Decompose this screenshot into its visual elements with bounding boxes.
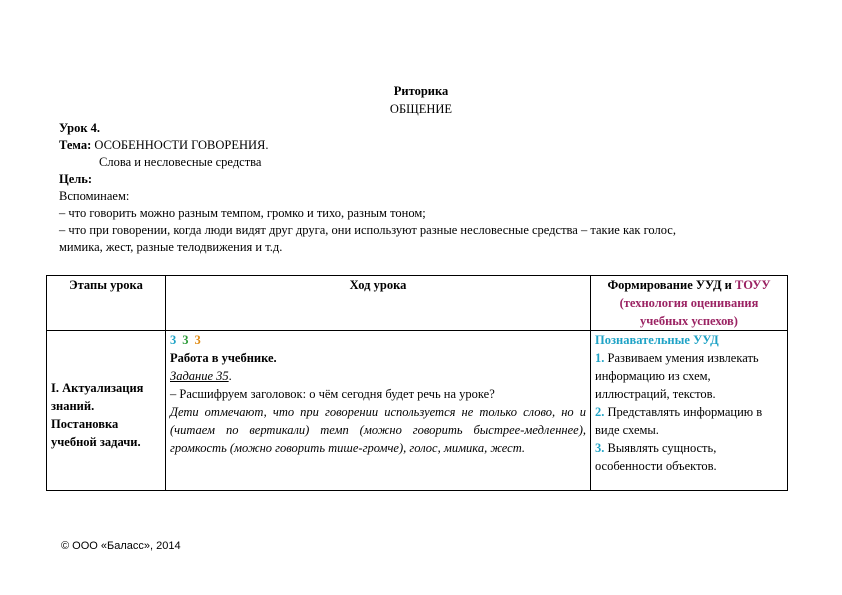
header-uud (591, 276, 788, 331)
document-subject: Риторика (393, 84, 449, 98)
uud-item (595, 403, 783, 439)
header-uud-part1: Формирование УУД и (607, 278, 736, 292)
uud-item-text: Представлять информацию в виде схемы. (595, 405, 763, 437)
uud-item (595, 439, 783, 475)
stage-cell (47, 331, 166, 491)
work-title: Работа в учебнике. (170, 351, 277, 365)
uud-item-number: 1. (595, 351, 605, 365)
level-number-2: 3 (182, 333, 189, 347)
lesson-intro (59, 120, 759, 256)
copyright-footer: © ООО «Баласс», 2014 (61, 540, 181, 552)
uud-item (595, 349, 783, 403)
uud-title: Познавательные УУД (595, 333, 719, 347)
uud-cell (591, 331, 788, 491)
document-topic: ОБЩЕНИЕ (389, 102, 453, 116)
level-number-1: 3 (170, 333, 177, 347)
table-row (47, 331, 788, 491)
header-course: Ход урока (166, 276, 591, 331)
kids-answer-text: Дети отмечают, что при говорении используется не только слово, но и (читаем по вертикали) темп (можно говорить быстрее-медленнее), громкость (можно говорить тише-громче), голос, мимика, жест (170, 405, 586, 455)
task-dot: . (228, 369, 232, 383)
lesson-table (46, 275, 788, 491)
goal-point-2b: мимика, жест, разные телодвижения и т.д. (59, 240, 283, 254)
question-text: – Расшифруем заголовок: о чём сегодня будет речь на уроке? (170, 387, 495, 401)
uud-item-text: Выявлять сущность, особенности объектов. (595, 441, 717, 473)
theme-line2: Слова и несловесные средства (99, 155, 262, 169)
table-header-row (47, 276, 788, 331)
level-numbers (170, 331, 586, 349)
stage-line-2: Постановка учебной задачи. (51, 416, 141, 449)
kids-answer-dot: . (521, 441, 526, 455)
header-stages: Этапы урока (47, 276, 166, 331)
task-link: Задание 35 (170, 369, 229, 383)
lesson-theme (59, 137, 759, 154)
level-number-3: 3 (194, 333, 201, 347)
uud-item-text: Развиваем умения извлекать информацию из схем, иллюстраций, текстов. (595, 351, 759, 401)
uud-item-number: 3. (595, 441, 605, 455)
uud-item-number: 2. (595, 405, 605, 419)
theme-label: Тема: (59, 138, 92, 152)
stage-line-1: I. Актуализация знаний. (51, 380, 144, 413)
course-cell (166, 331, 591, 491)
goal-point-2: – что при говорении, когда люди видят друг друга, они используют разные несловесные средства – такие как голос, (59, 223, 676, 237)
task-line (170, 367, 586, 385)
kids-answer (170, 403, 586, 457)
theme-value: ОСОБЕННОСТИ ГОВОРЕНИЯ. (91, 138, 269, 152)
header-uud-toyy: ТОУУ (735, 278, 771, 292)
lesson-number: Урок 4. (59, 121, 101, 135)
recall-label: Вспоминаем: (59, 189, 130, 203)
header-uud-note: (технология оценивания учебных успехов) (619, 296, 759, 328)
goal-point-1: – что говорить можно разным темпом, громко и тихо, разным тоном; (59, 206, 426, 220)
goal-label: Цель: (59, 172, 93, 186)
